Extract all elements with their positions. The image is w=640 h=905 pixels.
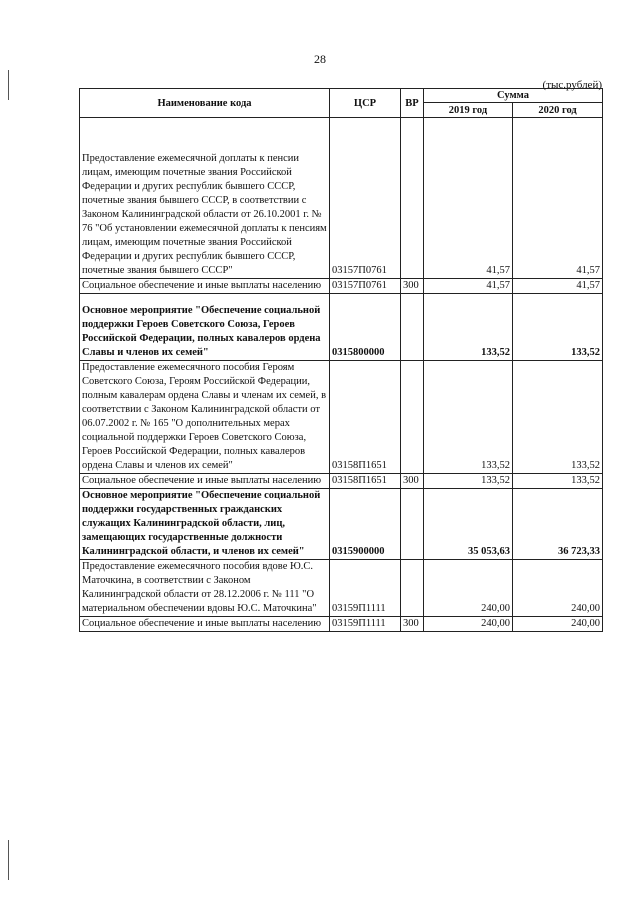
row-csr-cell: 03157П0761: [330, 279, 401, 294]
row-csr-cell: 03157П0761: [330, 118, 401, 279]
table-body: [80, 118, 603, 632]
row-vr-cell: 300: [401, 279, 424, 294]
page-number: 28: [314, 52, 326, 66]
header-year-2020: 2020 год: [513, 103, 603, 118]
header-year-2019: 2019 год: [424, 103, 513, 118]
header-name: Наименование кода: [80, 89, 330, 118]
row-name-cell: Основное мероприятие "Обеспечение социальной поддержки государственных гражданских служащих Калининградской области, лиц, замещающих государственные должности Калининградской области, и членов их семей": [80, 489, 330, 560]
row-vr-cell: [401, 560, 424, 617]
row-2019-cell: 240,00: [424, 617, 513, 632]
row-vr-cell: 300: [401, 474, 424, 489]
row-csr-cell: 0315900000: [330, 489, 401, 560]
row-2019-cell: 240,00: [424, 560, 513, 617]
table-row: [80, 474, 603, 489]
row-2019-cell: 133,52: [424, 361, 513, 474]
row-2019-cell: 41,57: [424, 118, 513, 279]
row-vr-cell: [401, 294, 424, 361]
row-2019-cell: 35 053,63: [424, 489, 513, 560]
budget-table: [79, 88, 603, 632]
row-2020-cell: 41,57: [513, 279, 603, 294]
row-2019-cell: 133,52: [424, 474, 513, 489]
table-row: [80, 361, 603, 474]
row-name-cell: Основное мероприятие "Обеспечение социальной поддержки Героев Советского Союза, Героев Российской Федерации, полных кавалеров ордена Славы и членов их семей": [80, 294, 330, 361]
scan-edge-mark: [8, 840, 9, 880]
table-row: [80, 118, 603, 279]
row-2020-cell: 133,52: [513, 361, 603, 474]
row-vr-cell: [401, 118, 424, 279]
row-2020-cell: 240,00: [513, 617, 603, 632]
row-vr-cell: 300: [401, 617, 424, 632]
table-header: [80, 89, 603, 118]
table-row: [80, 617, 603, 632]
row-csr-cell: 0315800000: [330, 294, 401, 361]
row-2020-cell: 41,57: [513, 118, 603, 279]
row-2020-cell: 240,00: [513, 560, 603, 617]
row-2019-cell: 41,57: [424, 279, 513, 294]
header-csr: ЦСР: [330, 89, 401, 118]
header-sum: Сумма: [424, 89, 603, 103]
table-row: [80, 294, 603, 361]
row-2020-cell: 133,52: [513, 294, 603, 361]
row-name-cell: Социальное обеспечение и иные выплаты населению: [80, 279, 330, 294]
row-csr-cell: 03158П1651: [330, 474, 401, 489]
row-vr-cell: [401, 489, 424, 560]
unit-label: (тыс.рублей): [542, 79, 602, 91]
table-row: [80, 279, 603, 294]
row-name-cell: Социальное обеспечение и иные выплаты населению: [80, 617, 330, 632]
scan-edge-mark: [8, 70, 9, 100]
row-csr-cell: 03159П1111: [330, 560, 401, 617]
row-csr-cell: 03159П1111: [330, 617, 401, 632]
row-name-cell: Предоставление ежемесячного пособия Героям Советского Союза, Героям Российской Федерации, полным кавалерам ордена Славы и членам их семей, в соответствии с Законом Калининградской области от 06.07.2002 г. № 165 "О дополнительных мерах социальной поддержки Героев Советского Союза, Героев Российской Федерации, полных кавалеров ордена Славы и членов их семей": [80, 361, 330, 474]
row-vr-cell: [401, 361, 424, 474]
row-2019-cell: 133,52: [424, 294, 513, 361]
table-row: [80, 560, 603, 617]
row-name-cell: Предоставление ежемесячного пособия вдове Ю.С. Маточкина, в соответствии с Законом Калининградской области от 28.12.2006 г. № 111 "О материальном обеспечении вдовы Ю.С. Маточкина": [80, 560, 330, 617]
row-name-cell: Социальное обеспечение и иные выплаты населению: [80, 474, 330, 489]
table-row: [80, 489, 603, 560]
row-name-cell: Предоставление ежемесячной доплаты к пенсии лицам, имеющим почетные звания Российской Федерации и других республик бывшего СССР, почетные звания бывшего СССР, в соответствии с Законом Калининградской области от 26.10.2001 г. № 76 "Об установлении ежемесячной доплаты к пенсиям лицам, имеющим почетные звания Российской Федерации и других республик бывшего СССР, почетные звания бывшего СССР": [80, 118, 330, 279]
header-vr: ВР: [401, 89, 424, 118]
row-2020-cell: 36 723,33: [513, 489, 603, 560]
row-2020-cell: 133,52: [513, 474, 603, 489]
row-csr-cell: 03158П1651: [330, 361, 401, 474]
